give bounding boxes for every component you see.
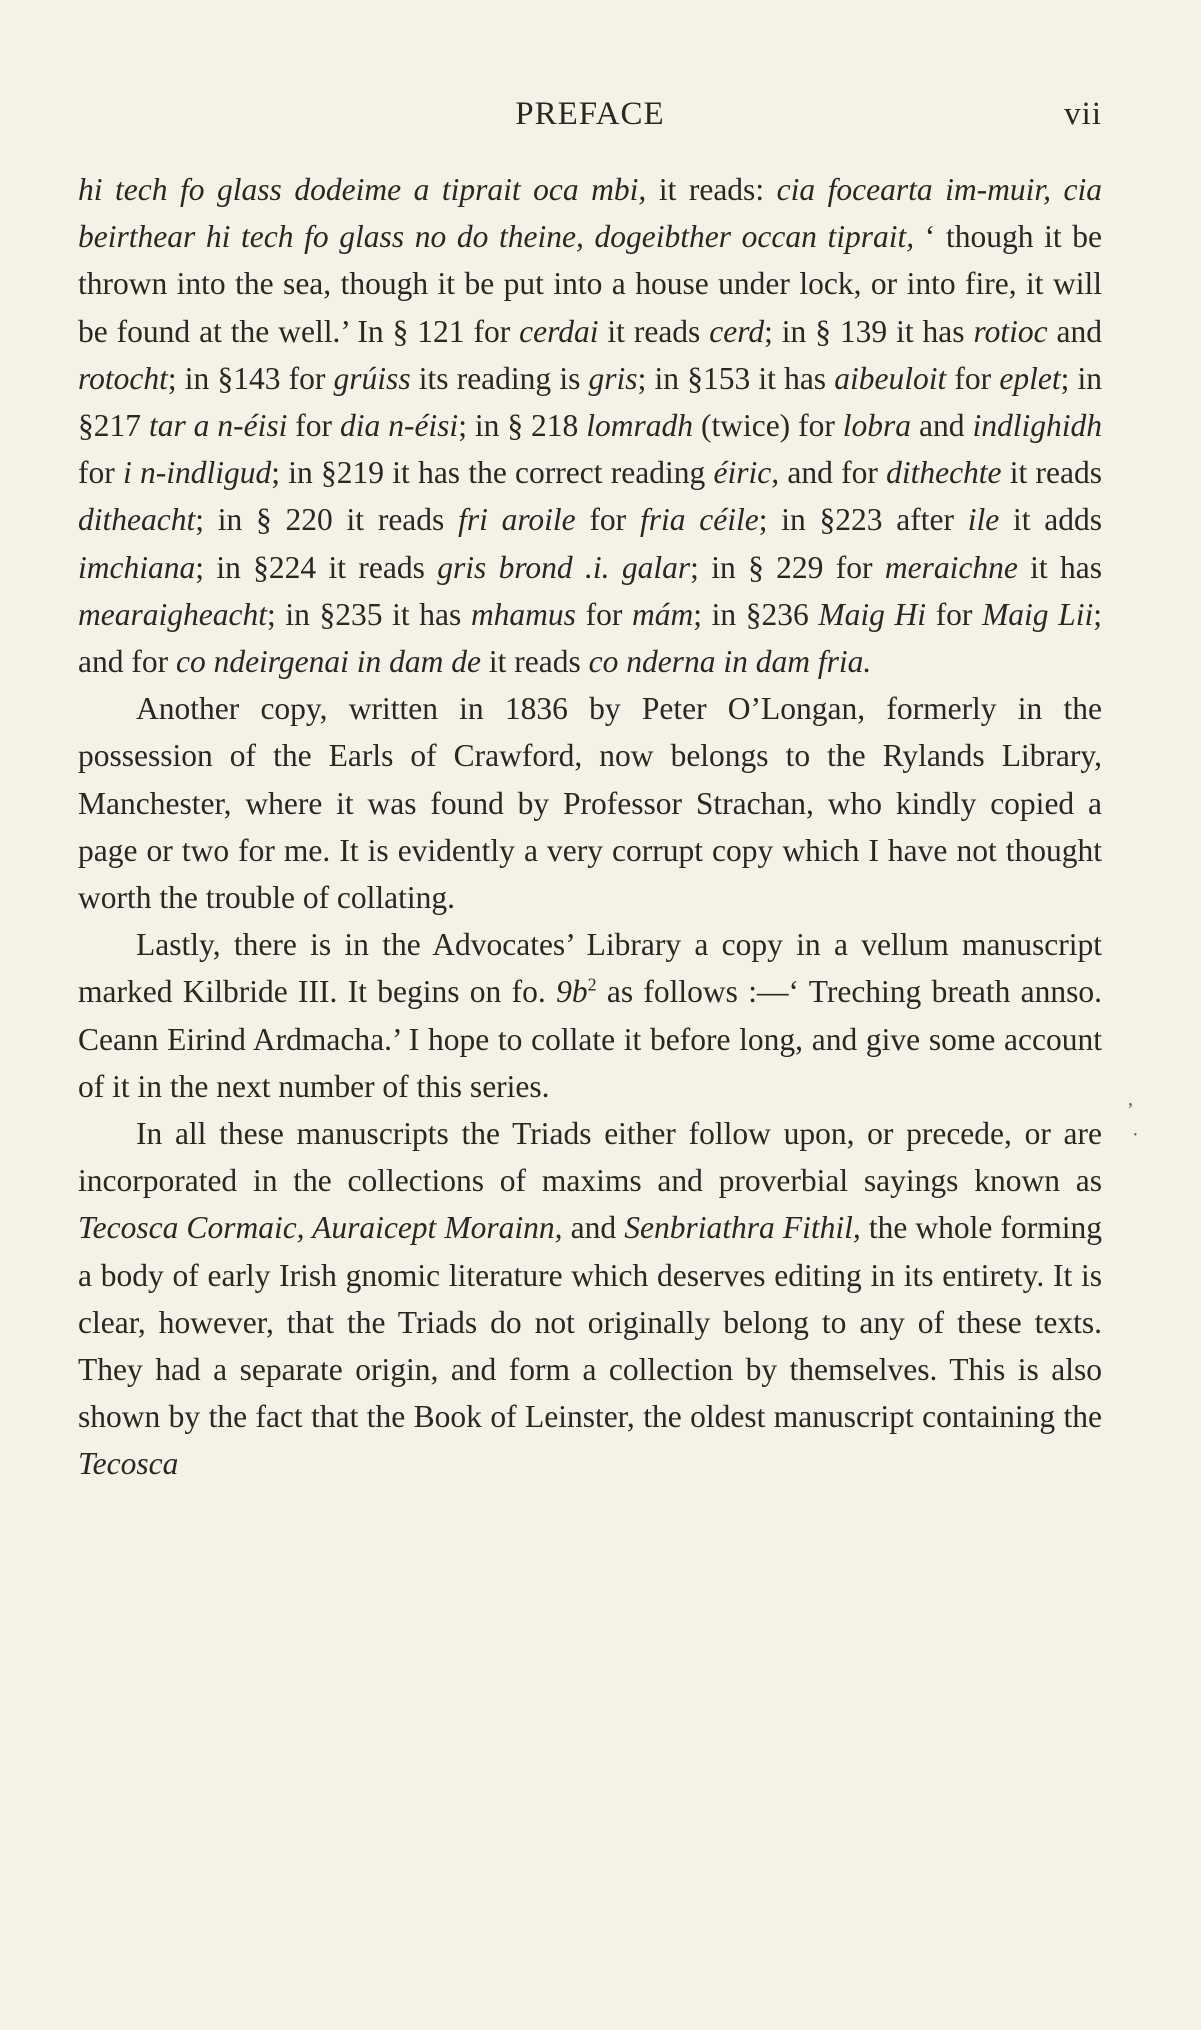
- italic-term: indlighidh: [972, 408, 1102, 444]
- text-run: it reads: [1001, 455, 1103, 491]
- italic-term: Maig Lii: [982, 596, 1094, 632]
- italic-term: cia focearta im-muir, cia beirthear hi tech fo glass no do theine, dogeibther occan tiprait,: [78, 172, 1102, 255]
- text-run: ; in § 220 it reads: [195, 502, 459, 538]
- text-run: ; in §224 it reads: [195, 549, 438, 585]
- text-run: it adds: [999, 502, 1103, 538]
- margin-tick-mark: ,: [1128, 1088, 1133, 1110]
- italic-term: mearaigheacht: [78, 596, 267, 632]
- text-run: ; in §217: [78, 360, 1103, 444]
- italic-term: cerd: [709, 313, 765, 349]
- text-run: Lastly, there is in the Advocates’ Library a copy in a vellum manuscript marked Kilbride III. It begins on fo.: [78, 927, 1102, 1010]
- italic-term: Tecosca: [78, 1446, 179, 1482]
- italic-term: i n-indligud: [123, 455, 272, 491]
- text-run: ; in §235 it has: [266, 596, 471, 632]
- italic-term: gris: [588, 360, 638, 396]
- italic-term: rotocht: [78, 360, 168, 396]
- text-run: ; in §153 it has: [637, 360, 835, 396]
- folio-superscript: 2: [587, 974, 597, 995]
- text-run: and: [1047, 313, 1102, 349]
- body-text: [78, 166, 1102, 1488]
- page-number: vii: [1064, 96, 1102, 132]
- text-run: it reads:: [646, 172, 777, 207]
- italic-term: aibeuloit: [834, 360, 947, 396]
- text-run: ‘ though it be thrown into the sea, though it be put into a house under lock, or into fire, it will be found at the well.’ In § 121 for: [78, 219, 1102, 349]
- text-run: ; in §236: [693, 596, 819, 632]
- text-run: ; in §219 it has the correct reading: [271, 455, 714, 491]
- italic-term: éiric,: [713, 455, 780, 491]
- margin-dot-mark: ·: [1132, 1124, 1139, 1146]
- italic-term: rotioc: [973, 313, 1048, 349]
- text-run: the whole forming a body of early Irish gnomic literature which deserves editing in its entirety. It is clear, however, that the Triads do not originally belong to any of these texts. They had a separate origin, and form a collection by themselves. This is also shown by the fact that the Book of Leinster, the oldest manuscript containing the: [78, 1210, 1102, 1435]
- text-run: it reads: [598, 313, 710, 349]
- italic-term: Senbriathra Fithil,: [624, 1210, 861, 1246]
- italic-term: ditheacht: [78, 502, 196, 538]
- text-run: and: [911, 408, 973, 444]
- text-run: for: [946, 360, 1000, 396]
- italic-term: dithechte: [886, 455, 1002, 491]
- italic-term: imchiana: [78, 549, 196, 585]
- italic-term: grúiss: [333, 360, 411, 396]
- paragraph-gnomic-literature: [78, 1110, 1102, 1488]
- text-run: and: [562, 1210, 625, 1246]
- italic-term: tar a n-éisi: [148, 408, 288, 444]
- text-run: In all these manuscripts the Triads either follow upon, or precede, or are incorporated in the collections of maxims and proverbial sayings known as: [78, 1116, 1102, 1199]
- italic-term: co nderna in dam fria.: [588, 644, 872, 680]
- italic-term: eplet: [999, 360, 1061, 396]
- italic-term: lobra: [842, 408, 912, 444]
- text-run: ; in § 229 for: [690, 549, 885, 585]
- italic-term: meraichne: [884, 549, 1018, 585]
- italic-term: cerdai: [519, 313, 599, 349]
- text-run: for: [575, 596, 632, 632]
- text-run: it reads: [481, 644, 589, 680]
- paragraph-advocates-copy: [78, 921, 1102, 1110]
- paragraph-rylands-copy: [78, 685, 1102, 921]
- running-title: PREFACE: [515, 96, 665, 132]
- italic-term: fri aroile: [458, 502, 576, 538]
- italic-term: dia n-éisi: [340, 408, 459, 444]
- italic-term: lomradh: [586, 408, 694, 444]
- text-run: ; and for: [78, 596, 1102, 680]
- text-run: ; in § 139 it has: [764, 313, 974, 349]
- text-run: (twice) for: [693, 408, 843, 444]
- text-run: for: [78, 455, 123, 491]
- text-run: ; in §143 for: [167, 360, 334, 396]
- italic-term: co ndeirgenai in dam de: [175, 644, 481, 680]
- text-run: Another copy, written in 1836 by Peter O’Longan, formerly in the possession of the Earls of Crawford, now belongs to the Rylands Library, Manchester, where it was found by Professor Strachan, who kindly copied a page or two for me. It is evidently a very corrupt copy which I have not thought worth the trouble of collating.: [78, 691, 1102, 916]
- italic-term: fria céile: [639, 502, 759, 538]
- running-head: [78, 96, 1102, 140]
- text-run: it has: [1017, 549, 1103, 585]
- text-run: its reading is: [410, 360, 589, 396]
- text-run: as follows :—‘ Treching breath annso. Ceann Eirind Ardmacha.’ I hope to collate it before long, and give some account of it in the next number of this series.: [78, 974, 1102, 1104]
- italic-term: Tecosca Cormaic, Auraicept Morainn,: [78, 1210, 563, 1246]
- italic-term: Maig Hi: [818, 596, 927, 632]
- italic-term: mám: [631, 596, 694, 632]
- italic-term: mhamus: [470, 596, 576, 632]
- italic-term: 9b: [556, 974, 588, 1010]
- text-run: for: [287, 408, 340, 444]
- italic-term: ile: [967, 502, 1000, 538]
- text-run: for: [926, 596, 983, 632]
- italic-term: hi tech fo glass dodeime a tiprait oca mbi,: [78, 172, 647, 207]
- paragraph-collation-readings: [78, 166, 1102, 685]
- text-run: for: [575, 502, 640, 538]
- text-run: ; in § 218: [458, 408, 587, 444]
- italic-term: gris brond .i. galar: [437, 549, 691, 585]
- text-run: ; in §223 after: [758, 502, 968, 538]
- text-run: and for: [779, 455, 887, 491]
